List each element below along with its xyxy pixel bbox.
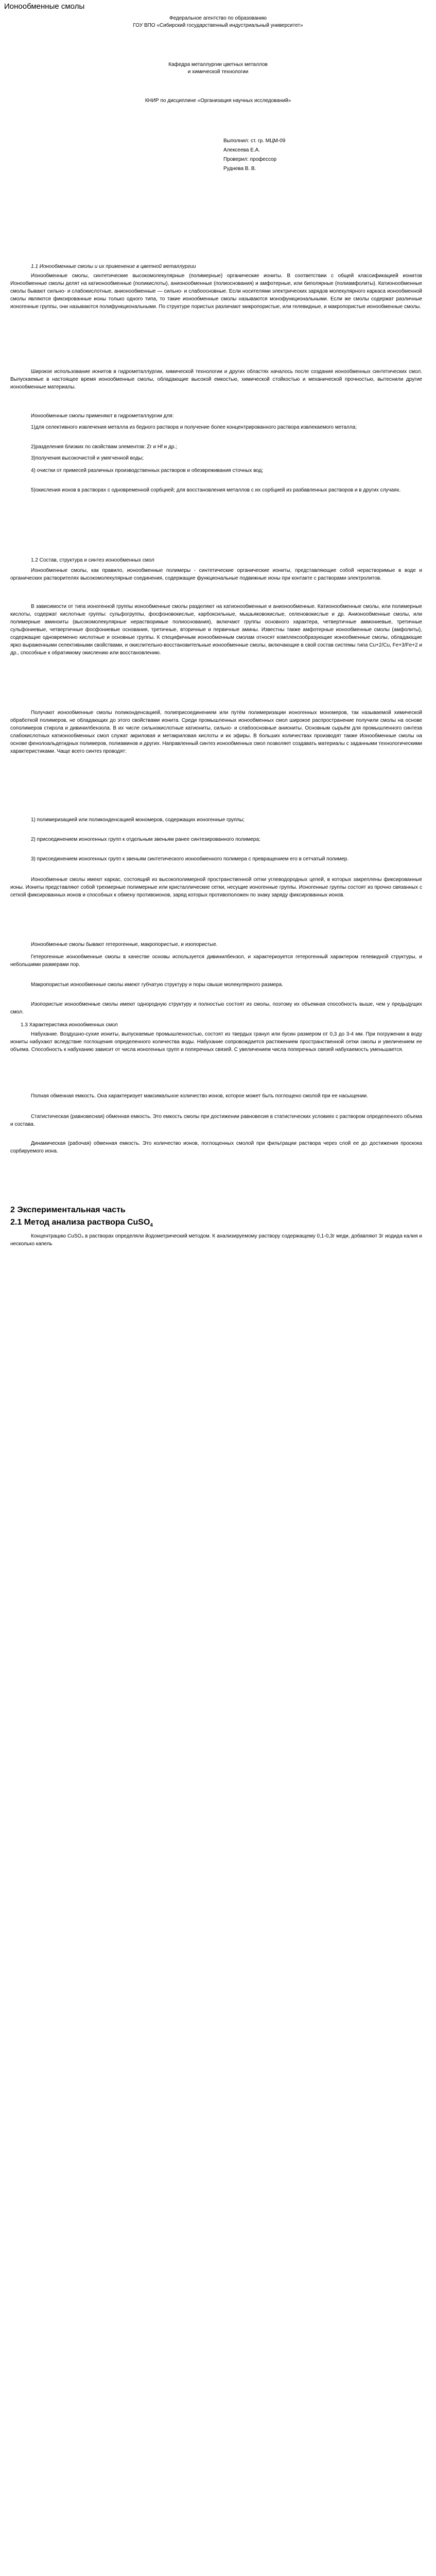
paragraph: Изопористые ионообменные смолы имеют однородную структуру и полностью состоят из смолы, поэтому их объемная способность выше, чем у предыдущих смол. xyxy=(10,1002,422,1015)
paragraph: Гетерогенные ионообменные смолы в качестве основы используется дивинилбензол, и характеризуется гетерогенный характером гелевидной структуры, и небольшими размерами пор. xyxy=(10,954,422,968)
paragraph: Ионообменные смолы, как правило, ионообменные полимеры - синтетические органические иониты, представляющие собой нерастворимые в воде и органических растворителях высокомолекулярные соединения, содержащие функциональные подвижные ионы при контакте с растворами электролитов. xyxy=(10,568,422,581)
section-heading: 1.3 Характеристика ионообменных смол xyxy=(21,1022,118,1028)
list-item: 5)окисления ионов в растворах с одновременной сорбцией; для восстановления металлов с их сорбцией из разбавленных растворов и в других случаях. xyxy=(31,487,401,493)
department-line-2: и химической технологии xyxy=(187,69,249,75)
performed-by: Выполнил: ст. гр. МЦМ-09 xyxy=(223,138,286,144)
list-item: 2) присоединением ионогенных групп к отдельным звеньям ранее синтезированного полимера; xyxy=(31,837,260,842)
paragraph: Статистическая (равновесная) обменная емкость. Это емкость смолы при достижении равновесия в статистических условиях с раствором определенного объема и состава. xyxy=(10,1114,422,1127)
list-item: 3)получения высокочистой и умягченной воды; xyxy=(31,455,144,461)
section-heading: 1.2 Состав, структура и синтез ионообменных смол xyxy=(31,557,154,563)
paragraph: Ионообменные смолы, синтетические высокомолекулярные (полимерные) органические иониты. В соответствии с общей классификацией ионитов Ионообменные смолы делят на катионообменные (поликислоты), анионообменные (полиоснования) и амфотерные, или биполярные (полиамфолиты). Катионообменные смолы бывают сильно- и слабокислотные, анионообменные — сильно- и слабоосновные. Если носителями электрических зарядов молекулярного каркаса ионообменной смолы являются фиксированные ионы только одного типа, то такие ионообменные смолы называются монофункциональными. Если же смолы содержат различные ионогенные группы, они называются полифункциональными. По структуре пористых различают микропористые, или гелевидные, и макропористые ионообменные смолы. xyxy=(10,273,422,310)
list-item: 2)разделения близких по свойствам элементов: Zr и Hf и др.; xyxy=(31,444,177,450)
paragraph: Ионообменные смолы имеют каркас, состоящий из высокополимерной пространственной сетки углеводородных цепей, в которых закреплены фиксированные ионы. Иониты представляют собой трехмерные полимерные или кристаллические сетки, несущие ионогенные группы. Ионогенные группы состоят из прочно связанных с сеткой фиксированных ионов и способных к обмену противоионов, заряд которых противоположен по знаку заряду фиксированных ионов. xyxy=(10,877,422,898)
checked-by: Проверил: профессор xyxy=(223,157,277,162)
section-heading: 1.1 Ионообменные смолы и их применение в цветной металлургии xyxy=(31,264,196,269)
paragraph: Ионообменные смолы применяют в гидрометаллургии для: xyxy=(31,413,174,419)
paragraph: Набухание. Воздушно-сухие иониты, выпускаемые промышленностью, состоят из твердых гранул или бусин размером от 0,3 до 3-4 мм. При погружении в воду иониты набухают вследствие поглощения определенного количества воды. Набухание сопровождается растяжением пространственной сетки смолы и увеличением ее объема. Способность к набуханию зависит от числа ионогенных групп и поперечных связей. С увеличением числа поперечных связей набухаемость уменьшается. xyxy=(10,1031,422,1053)
paragraph: Получают ионообменные смолы поликонденсацией, полиприсоединением или путём полимеризации ионогенных мономеров, так называемой химической обработкой полимеров, не обладающих до этого свойствами ионита. Среди промышленных ионообменных смол широкое распространение получили смолы на основе сополимеров стирола и дивинилбензола. В их числе сильнокислотные катиониты, сильно- и слабоосновные аниониты. Основным сырьём для промышленного синтеза слабокислотных катионообменных смол служат акриловая и метакриловая кислоты и их эфиры. В больших количествах производят также Ионообменные смолы на основе фенолоальдегидных полимеров, полиаминов и других. Направленный синтез ионообменных смол позволяет создавать материалы с заданными технологическими характеристиками. Чаще всего синтез проводят: xyxy=(10,710,423,754)
agency-line: Федеральное агентство по образованию xyxy=(169,15,267,21)
professor-name: Руднева В. В. xyxy=(223,166,256,172)
subsection-heading xyxy=(10,1218,153,1228)
paragraph: Концентрацию CuSO₄ в растворах определяли йодометрический методом. К анализируемому раствору содержащему 0,1-0,3г меди, добавляют 3г иодида калия и несколько капель xyxy=(10,1233,422,1247)
paragraph: В зависимости от типа ионогенной группы ионообменные смолы разделяют на катионообменные и анионообменные. Катионообменные смолы, или полимерные кислоты, содержат кислотные группы: сульфогруппы, фосфоновокислые, карбоксильные, мышьяковокислые, селеновокислые и др. Анионообменные смолы, или полимерные аминоиты (высокомолекулярные нерастворимые полиоснования), включают группы основного характера, четвертичные аммониевые, третичные сульфониевые, четвертичные фосфониевые основания, третичные, вторичные и первичные амины. Известны также амфотерные ионообменные смолы (амфолиты), содержащие одновременно кислотные и основные группы. К специфичным ионообменным смолам относят комплексообразующие ионообменные смолы, обладающие ярко выраженными селективными свойствами, и окислительно-восстановительные ионообменные смолы, включающие в свой состав системы типа Cu+2/Cu, Fe+3/Fe+2 и др., способные к обратимому окислению или восстановлению. xyxy=(10,604,422,656)
list-item: 1)для селективного извлечения металла из бедного раствора и получение более концентрированного раствора извлекаемого металла; xyxy=(31,425,357,430)
document-title: Ионообменные смолы xyxy=(4,2,85,11)
report-title: КНИР по дисциплине «Организация научных исследований» xyxy=(145,98,291,104)
list-item: 3) присоединением ионогенных групп к звеньям синтетического ионообменного полимера с превращением его в сетчатый полимер. xyxy=(31,856,349,862)
paragraph: Макропористые ионообменные смолы имеют губчатую структуру и поры свыше молекулярного размера. xyxy=(31,982,283,988)
section-heading: 2 Экспериментальная часть xyxy=(10,1206,126,1214)
paragraph: Широкое использование ионитов в гидрометаллургии, химической технологии и других областях началось после создания ионообменных синтетических смол. Выпускаемые в настоящее время ионообменные смолы, обладающие высокой емкостью, химической стойкостью и механической прочностью, вытеснили другие ионообменные материалы. xyxy=(10,369,422,390)
student-name: Алексеева Е.А. xyxy=(223,147,260,153)
paragraph: Полная обменная емкость. Она характеризует максимальное количество ионов, которое может быть поглощено смолой при ее насыщении. xyxy=(31,1093,368,1099)
university-line: ГОУ ВПО «Сибирский государственный индустриальный университет» xyxy=(133,23,303,28)
paragraph: Динамическая (рабочая) обменная емкость. Это количество ионов, поглощенных смолой при фильтрации раствора через слой ее до достижения проскока сорбируемого иона. xyxy=(10,1141,422,1154)
list-item: 1) полимеризацией или поликонденсацией мономеров, содержащих ионогенные группы; xyxy=(31,817,245,823)
list-item: 4) очистки от примесей различных производственных растворов и обезвреживания сточных вод; xyxy=(31,468,264,473)
subscript: 4 xyxy=(150,1223,153,1229)
subsection-heading-text: 2.1 Метод анализа раствора CuSO xyxy=(10,1218,150,1227)
department-line: Кафедра металлургии цветных металлов xyxy=(168,62,268,67)
paragraph: Ионообменные смолы бывают гетерогенные, макропористые, и изопористые. xyxy=(31,942,218,947)
